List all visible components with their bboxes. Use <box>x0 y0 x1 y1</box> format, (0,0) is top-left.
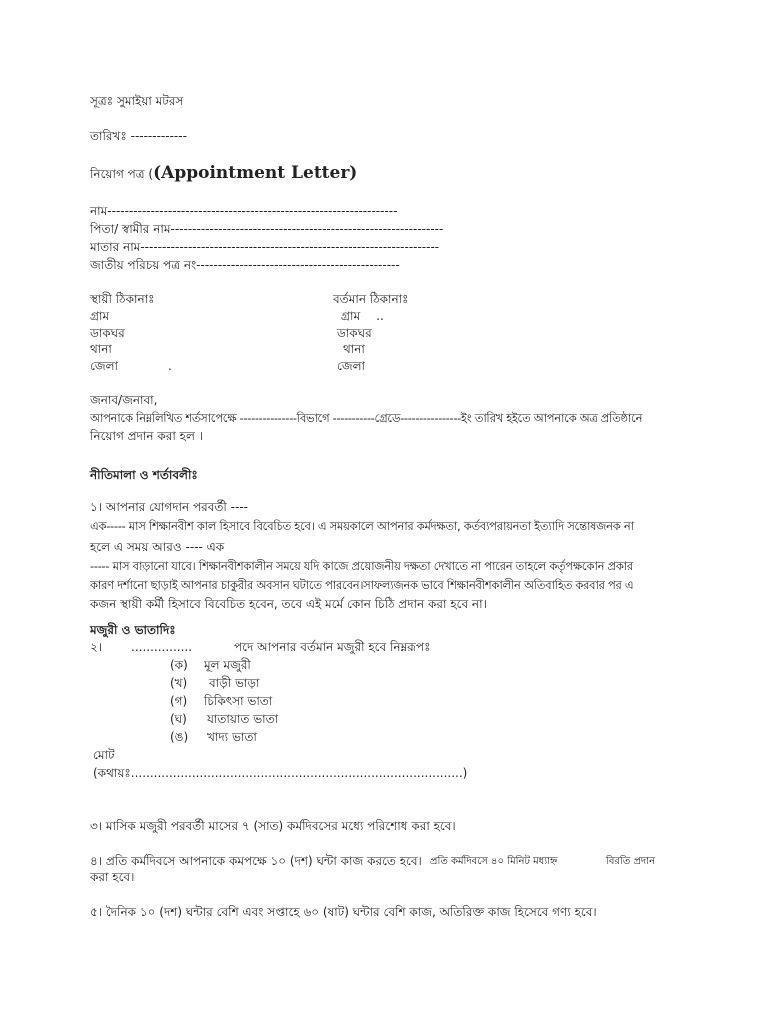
clause-4-break: প্রতি কর্মদিবসে ৪০ মিনিট মধ্যাহ্ন <box>430 856 558 867</box>
present-district-label: জেলা <box>337 359 366 373</box>
mother-field-line: মাতার নাম--------------------------------------------------------------------- <box>90 240 440 254</box>
wage-item-3-label: চিকিৎসা ভাতা <box>204 694 273 708</box>
permanent-village-label: গ্রাম <box>90 309 110 323</box>
intro-line-2: নিয়োগ প্রদান করা হল । <box>90 429 204 443</box>
wage-item-1-label: মূল মজুরী <box>204 658 251 672</box>
date-line: তারিখঃ ------------- <box>90 129 187 143</box>
nid-field-line: জাতীয় পরিচয় পত্র নং----------------------------------------------- <box>90 258 400 272</box>
permanent-address-title: স্থায়ী ঠিকানাঃ <box>90 292 155 306</box>
reference-line: সূত্রঃ সুমাইয়া মটরস <box>90 94 184 108</box>
salutation: জনাব/জনাবা, <box>90 393 158 407</box>
permanent-post-label: ডাকঘর <box>90 326 125 340</box>
clause-2-text: পদে আপনার বর্তমান মজুরী হবে নিম্নরূপঃ <box>234 640 431 654</box>
title-english: (Appointment Letter) <box>153 163 358 183</box>
clause-1-line-6: কজন স্থায়ী কর্মী হিসাবে বিবেচিত হবেন, তবে এই মর্মে কোন চিঠি প্রদান করা হবে না। <box>90 597 487 611</box>
page-title <box>90 165 357 182</box>
wage-item-2-label: বাড়ী ভাড়া <box>209 676 260 690</box>
name-field-line: নাম------------------------------------------------------------------- <box>90 204 398 218</box>
clause-5: ৫। দৈনিক ১০ (দশ) ঘন্টার বেশি এবং সপ্তাহে ৬০ (ষাট) ঘন্টার বেশি কাজ, অতিরিক্ত কাজ হিসেবে গণ্য হবে। <box>90 905 597 919</box>
father-field-line: পিতা/ স্বামীর নাম--------------------------------------------------------------- <box>90 222 444 236</box>
permanent-district-label: জেলা <box>90 359 119 373</box>
clause-2-post-dots: ................ <box>131 640 193 654</box>
wages-heading: মজুরী ও ভাতাদিঃ <box>90 623 176 637</box>
wage-item-2-mark: (খ) <box>170 676 188 690</box>
title-bengali: নিয়োগ পত্র ( <box>90 167 154 181</box>
policy-heading: নীতিমালা ও শর্তাবলীঃ <box>90 468 198 482</box>
intro-line-1: আপনাকে নিম্নলিখিত শর্তসাপেক্ষে ---------------বিভাগে -----------গ্রেডে----------------ইং তারিখ হইতে আপনাকে অত্র প্রতিষ্ঠানে <box>90 411 643 425</box>
clause-1-line-3: হলে এ সময় আরও ---- এক <box>90 540 225 554</box>
clause-2-number: ২। <box>90 640 103 654</box>
clause-4-break-end: বিরতি প্রদান <box>606 856 656 867</box>
wage-total-label: মোট <box>93 748 115 762</box>
clause-1-line-2: এক----- মাস শিক্ষানবীশ কাল হিসাবে বিবেচিত হবে। এ সময়কালে আপনার কর্মদক্ষতা, কর্তব্যপরায়নতা ইত্যাদি সন্তোষজনক না <box>90 519 634 533</box>
permanent-thana-label: থানা <box>90 342 112 356</box>
clause-4-main: ৪। প্রতি কর্মদিবসে আপনাকে কমপক্ষে ১০ (দশ) ঘন্টা কাজ করতে হবে। <box>90 854 422 868</box>
wage-item-4-label: যাতায়াত ভাতা <box>207 712 279 726</box>
wage-item-3-mark: (গ) <box>170 694 188 708</box>
present-address-title: বর্তমান ঠিকানাঃ <box>333 292 409 306</box>
wage-item-1-mark: (ক) <box>170 658 188 672</box>
present-post-label: ডাকঘর <box>337 326 372 340</box>
wage-item-4-mark: (ঘ) <box>170 712 187 726</box>
clause-1-line-1: ১। আপনার যোগদান পরবর্তী ---- <box>90 500 248 514</box>
clause-1-line-4: ----- মাস বাড়ানো যাবে। শিক্ষানবীশকালীন সময়ে যদি কাজে প্রয়োজনীয় দক্ষতা দেখাতে না পারেন তাহলে কর্তৃপক্ষকোন প্রকার <box>90 559 633 573</box>
present-village-dots: .. <box>376 309 384 323</box>
wage-in-words-line: (কথায়ঃ.......................................................................................) <box>93 766 468 780</box>
clause-4-line-2: করা হবে। <box>90 870 135 884</box>
permanent-district-dot: . <box>168 359 172 373</box>
clause-1-line-5: কারণ দর্শানো ছাড়াই আপনার চাকুরীর অবসান ঘটাতে পারবেন।সাফল্যজনক ভাবে শিক্ষানবীশকালীন অতিবাহিত করবার পর এ <box>90 578 634 592</box>
present-village-label <box>341 308 384 324</box>
wage-item-5-label: খাদ্য ভাতা <box>207 730 257 744</box>
present-thana-label: থানা <box>343 342 365 356</box>
wage-item-5-mark: (ঙ) <box>170 730 189 744</box>
clause-3: ৩। মাসিক মজুরী পরবর্তী মাসের ৭ (সাত) কর্মদিবসের মধ্যে পরিশোধ করা হবে। <box>90 819 456 833</box>
present-village-text: গ্রাম <box>341 309 361 323</box>
